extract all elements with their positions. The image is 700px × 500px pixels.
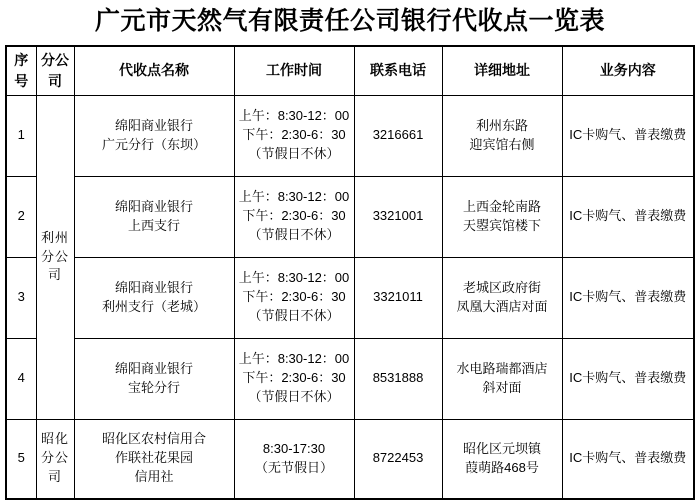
column-header-branch <box>36 46 74 96</box>
cell-hours-line-1: 上午：8:30-12：00 <box>238 270 350 286</box>
bank-collection-points-table <box>5 45 695 500</box>
column-header-address: 详细地址 <box>442 46 562 96</box>
cell-hours-line-3: （节假日不休） <box>248 145 340 161</box>
cell-name <box>74 419 234 499</box>
cell-branch-group-zhaohua: 昭化分公司 <box>36 419 74 499</box>
table-row <box>6 176 694 257</box>
cell-address-line-1: 老城区政府街 <box>462 279 541 295</box>
cell-address <box>442 95 562 176</box>
cell-address <box>442 338 562 419</box>
cell-name <box>74 95 234 176</box>
cell-hours-line-3: （节假日不休） <box>248 307 340 323</box>
cell-hours-line-2: 下午：2:30-6：30 <box>242 208 346 224</box>
cell-address-line-1: 水电路瑞都酒店 <box>456 360 548 376</box>
cell-phone: 8722453 <box>354 419 442 499</box>
cell-address-line-1: 上西金轮南路 <box>462 198 541 214</box>
table-row <box>6 257 694 338</box>
cell-name <box>74 176 234 257</box>
cell-name <box>74 257 234 338</box>
cell-address-line-2: 凤凰大酒店对面 <box>456 298 548 314</box>
cell-name-line-1: 绵阳商业银行 <box>114 360 193 376</box>
cell-hours-line-2: 下午：2:30-6：30 <box>242 370 346 386</box>
cell-hours <box>234 176 354 257</box>
cell-business: IC卡购气、普表缴费 <box>562 419 694 499</box>
cell-phone: 3321011 <box>354 257 442 338</box>
cell-seq: 1 <box>6 95 36 176</box>
column-header-seq <box>6 46 36 96</box>
cell-name-line-2: 作联社花果园 <box>114 450 193 466</box>
cell-hours-line-2: 下午：2:30-6：30 <box>242 289 346 305</box>
cell-address-line-2: 天曌宾馆楼下 <box>462 217 541 233</box>
cell-address <box>442 419 562 499</box>
column-header-branch-line-1: 分公 <box>41 52 69 69</box>
column-header-branch-line-2: 司 <box>48 72 62 89</box>
cell-name-line-2: 宝轮分行 <box>127 379 180 395</box>
cell-address-line-2: 斜对面 <box>482 379 522 395</box>
cell-hours-line-1: 8:30-17:30 <box>262 440 326 456</box>
cell-seq: 5 <box>6 419 36 499</box>
cell-name-line-3: 信用社 <box>134 468 174 484</box>
page-title: 广元市天然气有限责任公司银行代收点一览表 <box>94 7 605 35</box>
cell-address-line-2: 葭萌路468号 <box>465 459 539 475</box>
cell-hours-line-1: 上午：8:30-12：00 <box>238 189 350 205</box>
cell-business: IC卡购气、普表缴费 <box>562 338 694 419</box>
table-row <box>6 95 694 176</box>
cell-hours <box>234 419 354 499</box>
cell-business: IC卡购气、普表缴费 <box>562 176 694 257</box>
cell-address <box>442 176 562 257</box>
cell-hours-line-1: 上午：8:30-12：00 <box>238 351 350 367</box>
cell-hours <box>234 257 354 338</box>
cell-business: IC卡购气、普表缴费 <box>562 257 694 338</box>
table-row <box>6 338 694 419</box>
cell-name-line-2: 上西支行 <box>127 217 180 233</box>
cell-name-line-1: 绵阳商业银行 <box>114 198 193 214</box>
column-header-seq-line-2: 号 <box>14 72 29 89</box>
cell-name-line-2: 广元分行（东坝） <box>101 136 206 152</box>
cell-phone: 3216661 <box>354 95 442 176</box>
cell-name-line-1: 绵阳商业银行 <box>114 117 193 133</box>
cell-name <box>74 338 234 419</box>
column-header-business: 业务内容 <box>562 46 694 96</box>
cell-hours-line-3: （节假日不休） <box>248 388 340 404</box>
cell-phone: 8531888 <box>354 338 442 419</box>
cell-name-line-1: 绵阳商业银行 <box>114 279 193 295</box>
cell-address-line-2: 迎宾馆右侧 <box>469 136 535 152</box>
cell-hours <box>234 338 354 419</box>
cell-seq: 2 <box>6 176 36 257</box>
cell-hours-line-3: （节假日不休） <box>248 226 340 242</box>
cell-hours-line-2: 下午：2:30-6：30 <box>242 127 346 143</box>
cell-address-line-1: 利州东路 <box>475 117 528 133</box>
table-header-row <box>6 46 694 96</box>
column-header-name: 代收点名称 <box>74 46 234 96</box>
column-header-phone: 联系电话 <box>354 46 442 96</box>
cell-name-line-2: 利州支行（老城） <box>101 298 206 314</box>
cell-hours-line-1: 上午：8:30-12：00 <box>238 108 350 124</box>
cell-address <box>442 257 562 338</box>
table-row <box>6 419 694 499</box>
cell-branch-group-lizhou: 利州分公司 <box>36 95 74 419</box>
cell-name-line-1: 昭化区农村信用合 <box>101 431 206 447</box>
cell-hours <box>234 95 354 176</box>
cell-hours-line-2: （无节假日） <box>254 459 333 475</box>
cell-business: IC卡购气、普表缴费 <box>562 95 694 176</box>
column-header-hours: 工作时间 <box>234 46 354 96</box>
cell-address-line-1: 昭化区元坝镇 <box>462 440 541 456</box>
column-header-seq-line-1: 序 <box>14 52 29 69</box>
cell-phone: 3321001 <box>354 176 442 257</box>
cell-seq: 4 <box>6 338 36 419</box>
cell-seq: 3 <box>6 257 36 338</box>
